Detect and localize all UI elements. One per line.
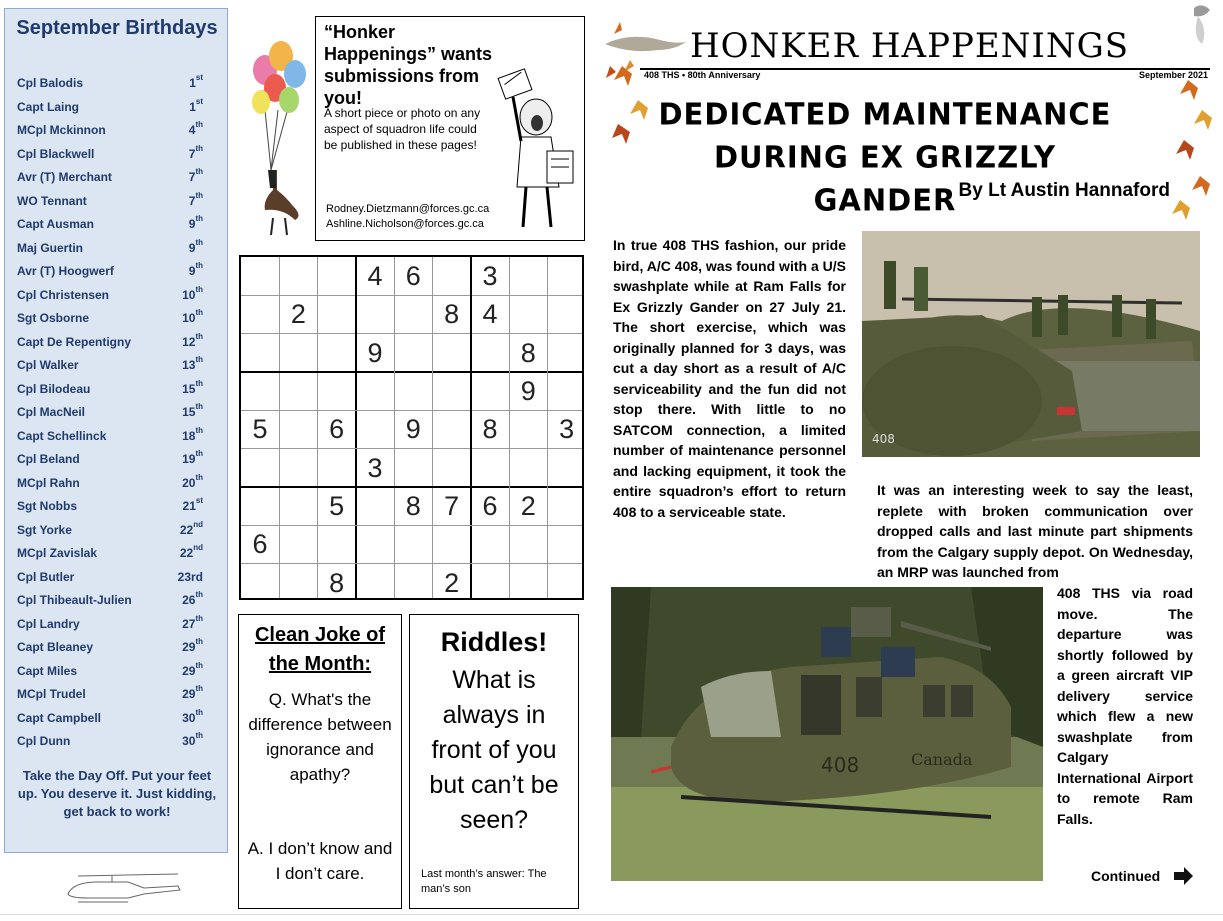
birthday-name: Cpl Dunn	[17, 734, 71, 748]
sudoku-cell[interactable]	[509, 410, 547, 448]
joke-answer: A. I don’t know and I don’t care.	[247, 839, 393, 883]
autumn-leaves-right	[1168, 0, 1220, 230]
birthday-suffix: th	[195, 284, 203, 294]
birthday-day: 13	[182, 358, 196, 372]
sudoku-cell[interactable]	[509, 449, 547, 487]
bottom-rule	[0, 914, 1223, 915]
birthday-row	[17, 519, 203, 539]
birthday-suffix: th	[195, 143, 203, 153]
birthday-day: 10	[182, 311, 196, 325]
birthday-suffix: nd	[193, 519, 203, 529]
birthday-day: 18	[182, 428, 196, 443]
sudoku-cell[interactable]	[433, 334, 471, 372]
birthday-name: Cpl Blackwell	[17, 146, 95, 161]
riddle-question: What is always in front of you but can’t be seen?	[429, 666, 559, 834]
sudoku-cell[interactable]	[433, 257, 471, 295]
birthday-suffix: th	[195, 378, 203, 388]
birthday-date	[188, 190, 203, 208]
birthday-row	[17, 166, 203, 186]
birthday-name: Capt Laing	[17, 99, 79, 114]
birthday-row	[17, 213, 203, 233]
arrow-right-icon[interactable]	[1172, 866, 1194, 886]
birthday-suffix: th	[195, 402, 203, 411]
sudoku-cell[interactable]	[356, 487, 394, 525]
sudoku-cell[interactable]	[318, 334, 356, 372]
submissions-body: A short piece or photo on any aspect of squadron life could be published in these pages!	[324, 106, 481, 152]
sudoku-cell[interactable]	[394, 372, 432, 410]
sudoku-cell[interactable]	[318, 257, 356, 295]
sudoku-cell[interactable]: 6	[405, 261, 421, 291]
sudoku-cell[interactable]	[356, 372, 394, 410]
birthday-name: MCpl Trudel	[17, 687, 86, 701]
birthday-date	[182, 378, 203, 396]
birthday-day: 27	[182, 616, 196, 631]
sudoku-cell[interactable]	[471, 449, 509, 487]
birthday-date	[188, 120, 203, 137]
helicopter-outline-icon	[48, 868, 188, 908]
riddle-title: Riddles!	[440, 627, 548, 657]
birthday-date	[182, 637, 203, 654]
sudoku-cell[interactable]	[241, 449, 279, 487]
birthday-date	[188, 214, 203, 231]
birthday-name: MCpl Zavislak	[17, 546, 98, 560]
birthday-day: 23rd	[177, 569, 203, 584]
sudoku-cell[interactable]	[318, 525, 356, 563]
birthday-suffix: th	[195, 731, 203, 740]
birthday-name: Cpl Balodis	[17, 76, 84, 90]
continued-label[interactable]: Continued	[1091, 868, 1161, 884]
birthday-suffix: th	[195, 707, 203, 717]
sudoku-cell[interactable]	[471, 334, 509, 372]
sudoku-cell[interactable]	[279, 564, 317, 602]
birthday-name: Sgt Yorke	[17, 522, 72, 537]
birthday-date	[182, 449, 203, 466]
birthday-row	[17, 448, 203, 468]
birthday-suffix: th	[195, 331, 203, 341]
birthday-row	[17, 96, 203, 116]
sudoku-cell[interactable]	[548, 487, 586, 525]
sudoku-cell[interactable]	[356, 525, 394, 563]
sudoku-cell[interactable]	[279, 257, 317, 295]
birthday-day: 20	[182, 475, 196, 490]
sudoku-cell[interactable]: 4	[482, 299, 498, 330]
birthday-suffix: st	[195, 496, 203, 505]
sudoku-cell[interactable]	[318, 295, 356, 333]
birthday-row	[17, 660, 203, 680]
sudoku-cell[interactable]: 6	[482, 490, 498, 521]
sudoku-cell[interactable]	[279, 449, 317, 487]
birthday-day: 7	[188, 146, 196, 161]
birthday-row	[17, 331, 203, 351]
birthday-row	[17, 730, 203, 750]
sudoku-cell[interactable]: 8	[329, 567, 345, 598]
birthday-suffix: th	[195, 684, 203, 693]
birthday-suffix: th	[195, 261, 203, 270]
photo-crew-on-helicopter	[862, 231, 1200, 457]
birthday-name: Capt Bleaney	[17, 640, 94, 654]
birthday-name: MCpl Rahn	[17, 475, 80, 490]
birthday-day: 15	[182, 405, 196, 419]
sudoku-cell[interactable]: 9	[520, 375, 536, 406]
sudoku-cell[interactable]: 8	[520, 337, 536, 368]
birthday-panel	[4, 8, 228, 853]
sudoku-cell[interactable]	[433, 449, 471, 487]
birthday-day: 10	[182, 287, 196, 302]
sudoku-cell[interactable]	[548, 449, 586, 487]
sudoku-cell[interactable]	[548, 257, 586, 295]
sudoku-cell[interactable]	[471, 564, 509, 602]
birthday-date	[182, 707, 203, 725]
birthday-date	[188, 237, 203, 255]
birthday-suffix: th	[195, 214, 203, 223]
birthday-suffix: th	[195, 237, 203, 247]
birthday-date	[179, 519, 203, 537]
birthday-day: 4	[188, 123, 196, 137]
sudoku-cell[interactable]: 6	[252, 529, 268, 560]
birthday-date	[182, 613, 203, 631]
birthday-suffix: th	[195, 613, 203, 623]
birthday-name: Cpl Christensen	[17, 287, 110, 302]
sudoku-cell[interactable]	[241, 487, 279, 525]
submission-email-1[interactable]: Rodney.Dietzmann@forces.gc.ca	[326, 203, 490, 215]
birthday-row	[17, 566, 203, 586]
birthday-row	[17, 472, 203, 492]
sudoku-cell[interactable]	[241, 334, 279, 372]
photo2-marking: Canada	[911, 750, 973, 769]
sudoku-cell[interactable]: 2	[290, 299, 306, 330]
birthday-date	[179, 543, 203, 560]
birthday-date	[182, 308, 203, 325]
birthday-footer: Take the Day Off. Put your feet up. You deserve it. Just kidding, get back to work!	[17, 768, 217, 819]
sudoku-cell[interactable]	[509, 525, 547, 563]
sudoku-cell[interactable]	[509, 295, 547, 333]
birthday-day: 30	[182, 710, 196, 725]
sudoku-cell[interactable]: 3	[559, 414, 575, 445]
birthday-name: Capt Schellinck	[17, 428, 107, 443]
birthday-title: September Birthdays	[16, 17, 218, 39]
article-paragraph-3: 408 THS via road move. The departure was shortly followed by a green aircraft VIP delivery service which flew a new swashplate from Calgary International Airport to remote Ram Falls.	[1057, 585, 1193, 827]
birthday-date	[182, 472, 203, 490]
sudoku-cell[interactable]	[548, 334, 586, 372]
sudoku-cell[interactable]	[241, 295, 279, 333]
sudoku-cell[interactable]	[394, 449, 432, 487]
article-byline: By Lt Austin Hannaford	[958, 180, 1170, 201]
birthday-name: Maj Guertin	[17, 240, 84, 255]
sudoku-cell[interactable]	[433, 410, 471, 448]
birthday-row	[17, 542, 203, 562]
birthday-row	[17, 260, 203, 280]
sudoku-cell[interactable]: 4	[367, 261, 383, 291]
sudoku-cell[interactable]	[241, 372, 279, 410]
birthday-day: 15	[182, 381, 196, 396]
sudoku-cell[interactable]	[548, 525, 586, 563]
sudoku-cell[interactable]	[356, 410, 394, 448]
birthday-day: 9	[188, 240, 196, 255]
birthday-name: Cpl Beland	[17, 452, 80, 466]
birthday-row	[17, 425, 203, 445]
birthday-suffix: nd	[193, 543, 203, 552]
birthday-date	[182, 284, 203, 302]
birthday-day: 29	[182, 663, 196, 678]
birthday-date	[189, 73, 203, 90]
sudoku-cell[interactable]: 3	[482, 261, 498, 291]
article-title-line2: DURING EX GRIZZLY GANDER	[713, 139, 1057, 218]
sudoku-cell[interactable]: 7	[444, 490, 460, 521]
birthday-date	[182, 496, 203, 513]
birthday-name: Capt Ausman	[17, 217, 94, 231]
birthday-name: MCpl Mckinnon	[17, 123, 106, 137]
birthday-date	[188, 261, 203, 278]
sudoku-cell[interactable]	[394, 334, 432, 372]
birthday-name: Cpl Butler	[17, 569, 75, 584]
birthday-day: 9	[188, 217, 196, 231]
sudoku-cell[interactable]: 3	[367, 452, 383, 483]
birthday-row	[17, 190, 203, 210]
sudoku-cell[interactable]	[318, 449, 356, 487]
birthday-name: Sgt Osborne	[17, 311, 90, 325]
sudoku-cell[interactable]: 6	[329, 414, 345, 445]
sudoku-cell[interactable]	[548, 564, 586, 602]
sudoku-cell[interactable]: 8	[405, 490, 421, 521]
newsboy-illustration	[481, 57, 586, 237]
sudoku-cell[interactable]	[356, 295, 394, 333]
masthead-date: September 2021	[1138, 70, 1208, 80]
submission-email-2[interactable]: Ashline.Nicholson@forces.gc.ca	[326, 218, 484, 230]
sudoku-cell[interactable]	[471, 525, 509, 563]
birthday-suffix: th	[195, 120, 203, 129]
sudoku-puzzle	[239, 255, 584, 600]
birthday-row	[17, 495, 203, 515]
birthday-date	[188, 167, 203, 184]
birthday-day: 21	[182, 499, 196, 513]
birthday-day: 26	[182, 593, 196, 607]
birthday-day: 22	[179, 522, 194, 537]
birthday-day: 12	[182, 334, 196, 349]
sudoku-cell[interactable]	[394, 525, 432, 563]
sudoku-cell[interactable]: 9	[405, 414, 421, 445]
birthday-suffix: th	[195, 660, 203, 670]
birthday-name: Cpl Walker	[17, 358, 79, 372]
sudoku-cell[interactable]	[279, 525, 317, 563]
birthday-suffix: th	[195, 425, 203, 435]
birthday-day: 7	[188, 193, 196, 208]
birthday-date	[182, 684, 203, 701]
birthday-date	[188, 143, 203, 161]
balloon-goose-illustration	[243, 30, 313, 240]
sudoku-cell[interactable]	[279, 334, 317, 372]
birthday-name: Avr (T) Merchant	[17, 170, 112, 184]
birthday-suffix: th	[195, 167, 203, 176]
sudoku-cell[interactable]: 8	[444, 299, 460, 330]
birthday-suffix: th	[195, 308, 203, 317]
birthday-row	[17, 401, 203, 421]
birthday-name: Capt Miles	[17, 663, 78, 678]
birthday-row	[17, 613, 203, 633]
birthday-row	[17, 307, 203, 327]
birthday-date	[182, 660, 203, 678]
birthday-day: 19	[182, 452, 196, 466]
birthday-name: Avr (T) Hoogwerf	[17, 264, 114, 278]
birthday-day: 7	[188, 170, 196, 184]
submissions-headline: “Honker Happenings” wants submissions from you!	[324, 22, 493, 108]
sudoku-cell[interactable]: 9	[367, 337, 383, 368]
masthead-title: HONKER HAPPENINGS	[690, 26, 1130, 66]
birthday-suffix: th	[195, 190, 203, 200]
birthday-day: 9	[188, 264, 196, 278]
birthday-day: 29	[182, 687, 196, 701]
sudoku-cell[interactable]: 2	[520, 490, 536, 521]
birthday-name: Cpl Bilodeau	[17, 381, 91, 396]
sudoku-cell[interactable]	[509, 257, 547, 295]
joke-question: Q. What's the difference between ignorance and apathy?	[248, 690, 392, 784]
sudoku-cell[interactable]	[241, 257, 279, 295]
birthday-name: Sgt Nobbs	[17, 499, 77, 513]
article-title-line1: DEDICATED MAINTENANCE	[658, 96, 1112, 132]
birthday-date	[182, 331, 203, 349]
article-paragraph-2: It was an interesting week to say the least, replete with broken communication over dropped calls and last minute part shipments from the Calgary supply depot. On Wednesday, an MRP was launched from	[877, 482, 1193, 580]
birthday-date	[182, 590, 203, 607]
birthday-day: 30	[182, 734, 196, 748]
birthday-date	[182, 425, 203, 443]
birthday-date	[182, 355, 203, 372]
photo-helicopter-maintenance	[611, 587, 1043, 881]
sudoku-cell[interactable]	[509, 564, 547, 602]
birthday-suffix: st	[195, 73, 203, 82]
birthday-date	[178, 570, 203, 584]
birthday-row	[17, 284, 203, 304]
birthday-suffix: th	[195, 590, 203, 599]
birthday-row	[17, 354, 203, 374]
sudoku-cell[interactable]	[279, 372, 317, 410]
birthday-date	[182, 731, 203, 748]
joke-title: Clean Joke of the Month:	[254, 624, 386, 675]
birthday-name: Cpl Landry	[17, 616, 80, 631]
birthday-suffix: th	[195, 637, 203, 646]
birthday-name: Cpl MacNeil	[17, 405, 86, 419]
birthday-row	[17, 636, 203, 656]
sudoku-cell[interactable]: 5	[329, 490, 345, 521]
sudoku-cell[interactable]	[241, 564, 279, 602]
birthday-suffix: th	[195, 472, 203, 482]
sudoku-cell[interactable]	[279, 487, 317, 525]
birthday-name: Capt Campbell	[17, 710, 102, 725]
sudoku-cell[interactable]	[318, 372, 356, 410]
birthday-suffix: st	[195, 96, 203, 106]
article-paragraph-1: In true 408 THS fashion, our pride bird, A/C 408, was found with a U/S swashplate while at Ram Falls for Ex Grizzly Gander on 27 July 21. The short exercise, which was originally planned for 3 days, was cut a day short as a result of A/C serviceability and the fun did not stop there. With little to no SATCOM connection, a limited number of maintenance personnel and lacking equipment, it took the entire squadron’s effort to return 408 to a serviceable state.	[613, 237, 846, 520]
sudoku-cell[interactable]	[394, 564, 432, 602]
joke-box	[238, 614, 402, 909]
sudoku-cell[interactable]	[433, 372, 471, 410]
article-title	[640, 93, 1130, 222]
birthday-row	[17, 237, 203, 257]
birthday-row	[17, 72, 203, 92]
sudoku-cell[interactable]	[548, 372, 586, 410]
birthday-day: 1	[189, 99, 196, 114]
birthday-row	[17, 143, 203, 163]
birthday-suffix: th	[195, 449, 203, 458]
birthday-day: 22	[179, 546, 194, 560]
sudoku-cell[interactable]	[394, 295, 432, 333]
submissions-box	[315, 16, 585, 241]
sudoku-cell[interactable]	[356, 564, 394, 602]
birthday-row	[17, 707, 203, 727]
sudoku-cell[interactable]	[433, 525, 471, 563]
birthday-row	[17, 683, 203, 703]
masthead-left: 408 THS • 80th Anniversary	[644, 70, 761, 80]
photo2-tail-number: 408	[821, 753, 860, 777]
birthday-day: 29	[182, 640, 196, 654]
masthead	[600, 14, 1216, 84]
sudoku-cell[interactable]	[471, 372, 509, 410]
birthday-name: Capt De Repentigny	[17, 334, 132, 349]
birthday-day: 1	[189, 76, 196, 90]
birthday-name: Cpl Thibeault-Julien	[17, 593, 132, 607]
birthday-row	[17, 378, 203, 398]
birthday-suffix: th	[195, 355, 203, 364]
birthday-row	[17, 119, 203, 139]
riddle-box	[409, 614, 579, 909]
birthday-name: WO Tennant	[17, 193, 87, 208]
sudoku-cell[interactable]: 5	[252, 414, 268, 445]
sudoku-cell[interactable]: 8	[482, 414, 498, 445]
sudoku-cell[interactable]	[279, 410, 317, 448]
sudoku-cell[interactable]	[548, 295, 586, 333]
birthday-date	[189, 96, 203, 114]
photo1-tail-number: 408	[872, 432, 895, 446]
birthday-date	[182, 402, 203, 419]
sudoku-cell[interactable]: 2	[444, 567, 460, 598]
birthday-row	[17, 589, 203, 609]
riddle-last-answer: Last month’s answer: The man’s son	[421, 868, 547, 895]
